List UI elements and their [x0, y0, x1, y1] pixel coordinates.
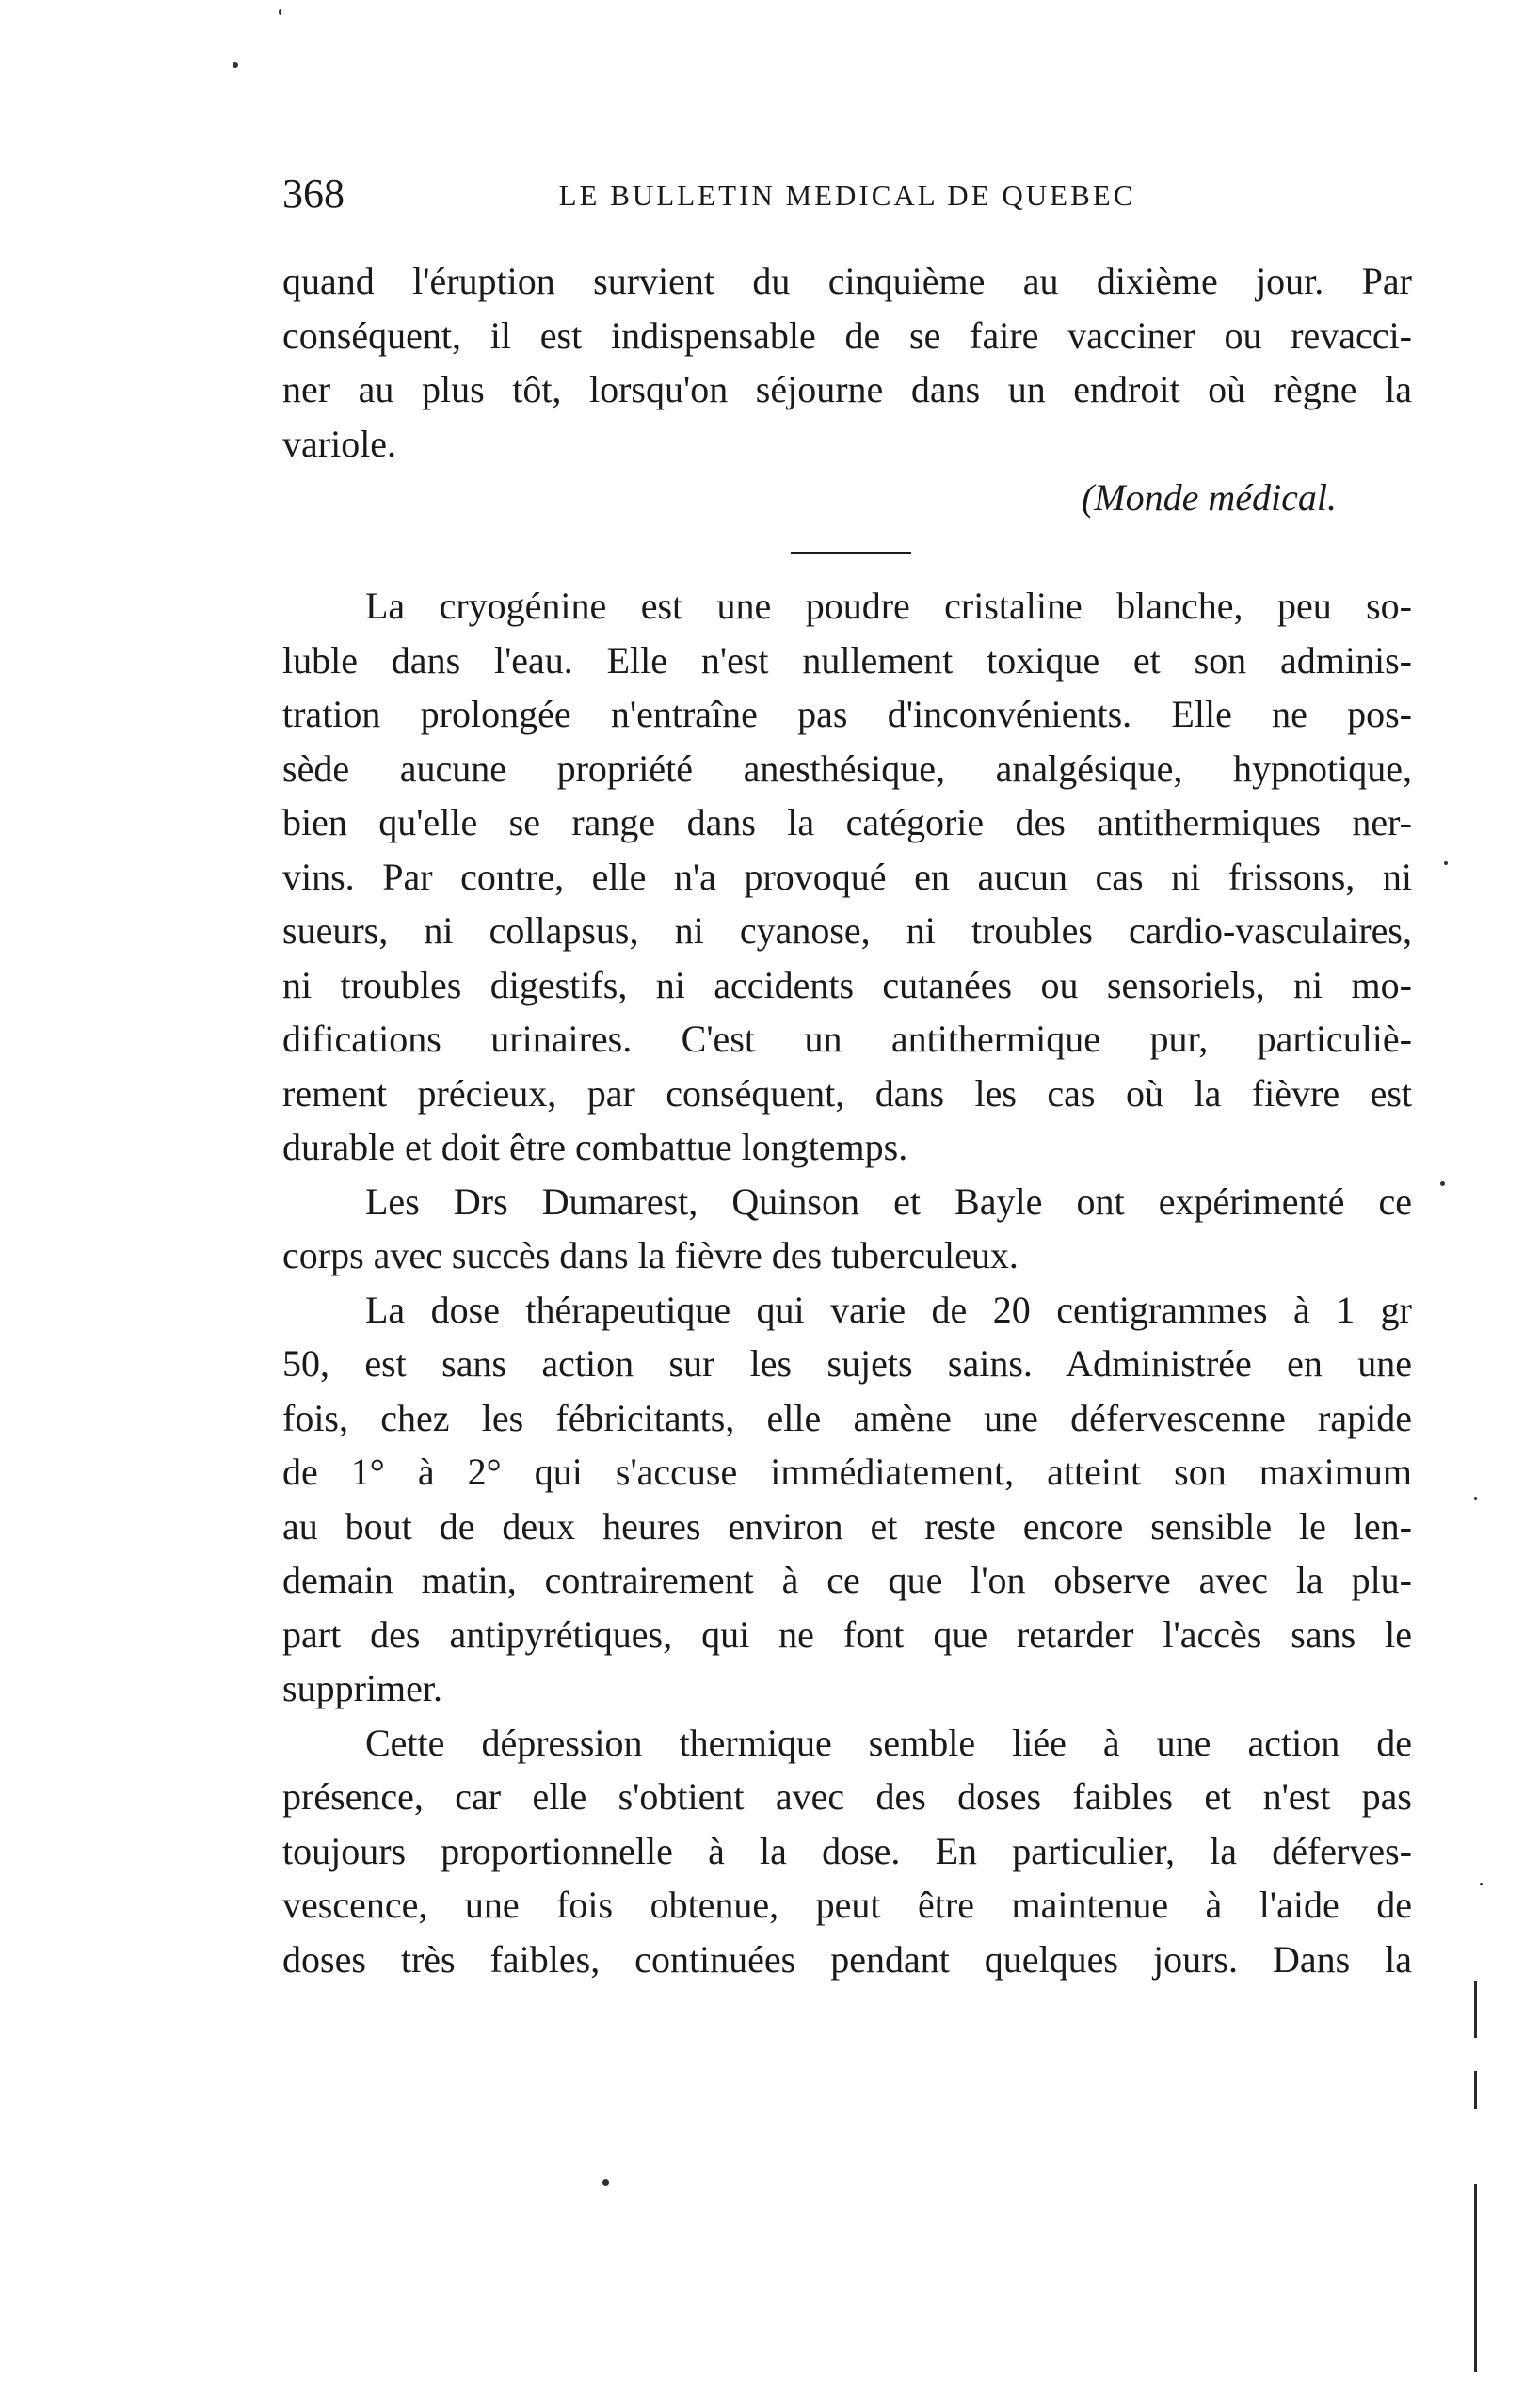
text-line: toujours proportionnelle à la dose. En particulier, la déferves- [282, 1829, 1412, 1872]
source-citation: (Monde médical. [1081, 476, 1337, 519]
text-line: doses très faibles, continuées pendant quelques jours. Dans la [282, 1937, 1412, 1981]
text-line: durable et doit être combattue longtemps. [282, 1126, 908, 1168]
scan-edge-mark [1474, 1981, 1477, 2038]
paragraph-thermal-depression [282, 1716, 1412, 1987]
text-line: Les Drs Dumarest, Quinson et Bayle ont expérimenté ce [365, 1179, 1412, 1223]
text-line: demain matin, contrairement à ce que l'on observe avec la plu- [282, 1559, 1412, 1601]
text-line: présence, car elle s'obtient avec des doses faibles et n'est pas [282, 1775, 1412, 1818]
text-line: rement précieux, par conséquent, dans les cas où la fièvre est [282, 1071, 1412, 1115]
text-line: luble dans l'eau. Elle n'est nullement toxique et son adminis- [282, 638, 1412, 682]
scan-speck [1480, 1883, 1483, 1885]
separator-rule [791, 552, 911, 554]
scan-speck [602, 2179, 609, 2186]
text-line: conséquent, il est indispensable de se faire vacciner ou revacci- [282, 313, 1412, 357]
scan-speck [233, 62, 238, 68]
text-line: part des antipyrétiques, qui ne font que retarder l'accès sans le [282, 1612, 1412, 1656]
text-line: fois, chez les fébricitants, elle amène une défervescenne rapide [282, 1396, 1412, 1439]
page-number: 368 [282, 170, 345, 217]
text-line: La dose thérapeutique qui varie de 20 centigrammes à 1 gr [365, 1288, 1412, 1331]
scan-speck [1474, 1497, 1477, 1500]
text-line: vins. Par contre, elle n'a provoqué en aucun cas ni frissons, ni [282, 855, 1412, 898]
text-line: vescence, une fois obtenue, peut être maintenue à l'aide de [282, 1884, 1412, 1926]
scan-speck [279, 9, 281, 15]
article-body [282, 254, 1412, 1986]
text-line: difications urinaires. C'est un antithermique pur, particuliè- [282, 1018, 1412, 1060]
text-line: 50, est sans action sur les sujets sains. Administrée en une [282, 1342, 1412, 1385]
paragraph-smallpox-vaccination [282, 254, 1412, 471]
text-line: tration prolongée n'entraîne pas d'inconvénients. Elle ne pos- [282, 693, 1412, 735]
scan-speck [1440, 1181, 1445, 1186]
text-line: ni troubles digestifs, ni accidents cutanées ou sensoriels, ni mo- [282, 963, 1412, 1006]
running-title: LE BULLETIN MEDICAL DE QUEBEC [558, 179, 1136, 212]
paragraph-cryogenine-description [282, 579, 1412, 1175]
section-separator [282, 525, 1412, 580]
text-line: Cette dépression thermique semble liée à une action de [365, 1721, 1412, 1764]
text-line: La cryogénine est une poudre cristaline blanche, peu so- [365, 585, 1412, 627]
text-line: de 1° à 2° qui s'accuse immédiatement, atteint son maximum [282, 1451, 1412, 1493]
text-line: supprimer. [282, 1667, 442, 1709]
text-line: sède aucune propriété anesthésique, analgésique, hypnotique, [282, 746, 1412, 790]
scan-speck [1444, 861, 1448, 865]
paragraph-experiments [282, 1175, 1412, 1283]
text-line: ner au plus tôt, lorsqu'on séjourne dans un endroit où règne la [282, 368, 1412, 410]
text-line: bien qu'elle se range dans la catégorie des antithermiques ner- [282, 801, 1412, 843]
text-line: au bout de deux heures environ et reste encore sensible le len- [282, 1504, 1412, 1548]
text-line: quand l'éruption survient du cinquième au dixième jour. Par [282, 260, 1412, 302]
text-line: corps avec succès dans la fièvre des tuberculeux. [282, 1234, 1019, 1276]
paragraph-dosage [282, 1283, 1412, 1716]
scan-edge-mark [1474, 2184, 1477, 2372]
text-line: sueurs, ni collapsus, ni cyanose, ni troubles cardio-vasculaires, [282, 909, 1412, 952]
page-header [282, 169, 1412, 226]
scan-edge-mark [1474, 2071, 1477, 2109]
text-line: variole. [282, 422, 397, 465]
